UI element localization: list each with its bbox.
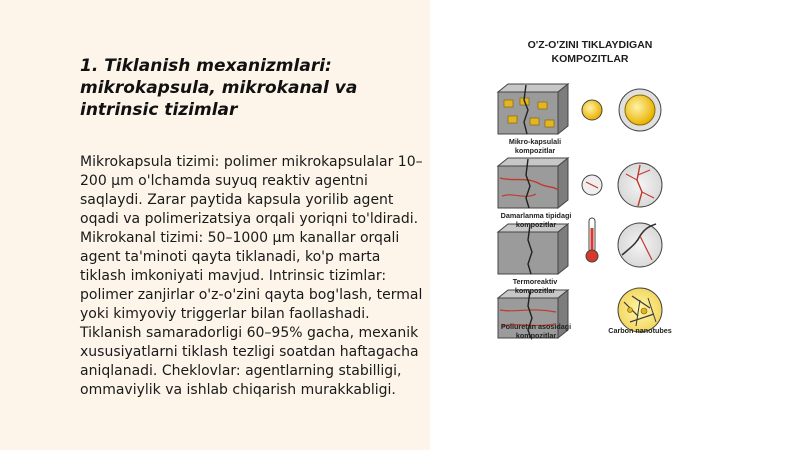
caption-polyurethane: Poliuretan asosidagi kompozitlar	[500, 322, 572, 340]
row-vascular-graphic	[498, 158, 662, 208]
caption-vascular: Damarlanma tipidagi kompozitlar	[500, 211, 572, 229]
row-microcapsule-graphic	[498, 84, 661, 134]
slide-body-text: Mikrokapsula tizimi: polimer mikrokapsulalar 10–200 μm o'lchamda suyuq reaktiv agentni saqlaydi. Zarar paytida kapsula yorilib agent oqadi va polimerizatsiya orqali yoriqni to'ldiradi. Mikrokanal tizimi: 50–1000 μm kanallar orqali agent ta'minoti qayta tiklanadi, ko'p marta tiklash imkoniyati mavjud. Intrinsic tizimlar: polimer zanjirlar o'z-o'zini qayta bog'lash, termal yoki kimyoviy triggerlar bilan faollashadi. Tiklanish samaradorligi 60–95% gacha, mexanik xususiyatlarni tiklash tezligi soatdan haftagacha aniqlanadi. Cheklovlar: agentlarning stabilligi, ommaviylik va ishlab chiqarish murakkabligi.	[80, 154, 423, 398]
infographic-title-line2: KOMPOZITLAR	[551, 53, 629, 65]
self-healing-composites-illustration	[490, 30, 710, 345]
caption-thermosetting: Termoreaktiv kompozitlar	[512, 277, 558, 295]
slide-title: 1. Tiklanish mexanizmlari: mikrokapsula, mikrokanal va intrinsic tizimlar	[80, 56, 358, 120]
caption-microcapsule: Mikro-kapsulali kompozitlar	[508, 137, 562, 155]
caption-carbon-nanotubes: Carbon nanotubes	[608, 326, 672, 335]
infographic-title-line1: O'Z-O'ZINI TIKLAYDIGAN	[527, 39, 653, 51]
